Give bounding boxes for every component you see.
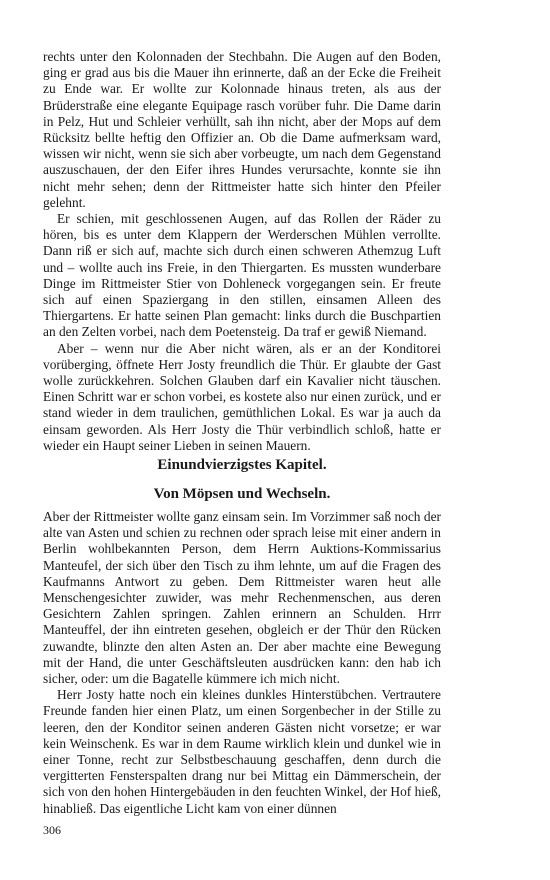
paragraph: Er schien, mit geschlossenen Augen, auf das Rollen der Räder zu hören, bis es unter dem Klappern der Werderschen Mühlen verrollte. Dann riß er sich auf, machte sich durch einen schweren Athemzug Luft und – wollte auch ins Freie, in den Thiergarten. Es mussten wunderbare Dinge im Rittmeister Stier von Dohleneck vorgegangen sein. Er freute sich auf einen Spaziergang in den stillen, einsamen Alleen des Thiergartens. Er hatte seinen Plan gemacht: links durch die Buschpartien an den Zelten vorbei, nach dem Poetensteig. Da traf er gewiß Niemand. [43,211,441,340]
chapter-title: Einundvierzigstes Kapitel. [157,457,327,473]
text-block-after-chapter [43,509,441,817]
paragraph: Aber der Rittmeister wollte ganz einsam sein. Im Vorzimmer saß noch der alte van Asten und schien zu rechnen oder sprach leise mit einer andern in Berlin wohlbekannten Person, dem Herrn Auktions-Kommissarius Manteufel, der sich über den Tisch zu ihm lehnte, um auf die Fragen des Kaufmanns Antwort zu geben. Dem Rittmeister waren heut alle Menschengesichter zuwider, was mehr Rechenmenschen, aus deren Gesichtern Zahlen springen. Zahlen erinnern an Schulden. Hrrr Manteuffel, der ihn eintreten gesehen, obgleich er der Thür den Rücken zuwandte, blinzte den alten Asten an. Der aber machte eine Bewegung mit der Hand, die unter Geschäftsleuten ausdrücken kann: den hab ich sicher, oder: um die Bagatelle kümmere ich mich nicht. [43,509,441,687]
page-number: 306 [43,823,61,837]
paragraph: Herr Josty hatte noch ein kleines dunkles Hinterstübchen. Vertrautere Freunde fanden hier einen Platz, um einen Sorgenbecher in der Stille zu leeren, den der Konditor seinen anderen Gästen nicht vorsetze; er war kein Weinschenk. Es war in dem Raume wirklich klein und dunkel wie in einer Tonne, recht zur Selbstbeschauung geschaffen, denn durch die vergitterten Fensterspalten drang nur bei Mittag ein Dämmerschein, der sich von den hohen Hintergebäuden in den feuchten Winkel, der Hof hieß, hinabließ. Das eigentliche Licht kam von einer dünnen [43,687,441,816]
text-block-before-chapter [43,49,441,454]
chapter-subtitle: Von Möpsen und Wechseln. [153,486,331,502]
paragraph: Aber – wenn nur die Aber nicht wären, als er an der Konditorei vorüberging, öffnete Herr Josty freundlich die Thür. Er glaubte der Gast wolle zurückkehren. Solchen Glauben darf ein Kavalier nicht täuschen. Einen Schritt war er schon vorbei, es kostete also nur einen zurück, und er stand wieder in dem traulichen, gemüthlichen Lokal. Es war ja auch da einsam geworden. Als Herr Josty die Thür verbindlich schloß, hatte er wieder ein Haupt seiner Lieben in seinen Mauern. [43,340,441,453]
paragraph: rechts unter den Kolonnaden der Stechbahn. Die Augen auf den Boden, ging er grad aus bis die Mauer ihn erinnerte, daß an der Ecke die Freiheit zu Ende war. Er wollte zur Kolonnade hinaus treten, als aus der Brüderstraße eine elegante Equipage rasch vorüber fuhr. Die Dame darin in Pelz, Hut und Schleier verhüllt, sah ihn nicht, aber der Mops auf dem Rücksitz bellte heftig den Offizier an. Ob die Dame aufmerksam ward, wissen wir nicht, wenn sie sich aber vorbeugte, um nach dem Gegenstand auszuschauen, der den Eifer ihres Hundes verursachte, konnte sie ihn nicht mehr sehen; denn der Rittmeister hatte sich hinter den Pfeiler gelehnt. [43,49,441,210]
